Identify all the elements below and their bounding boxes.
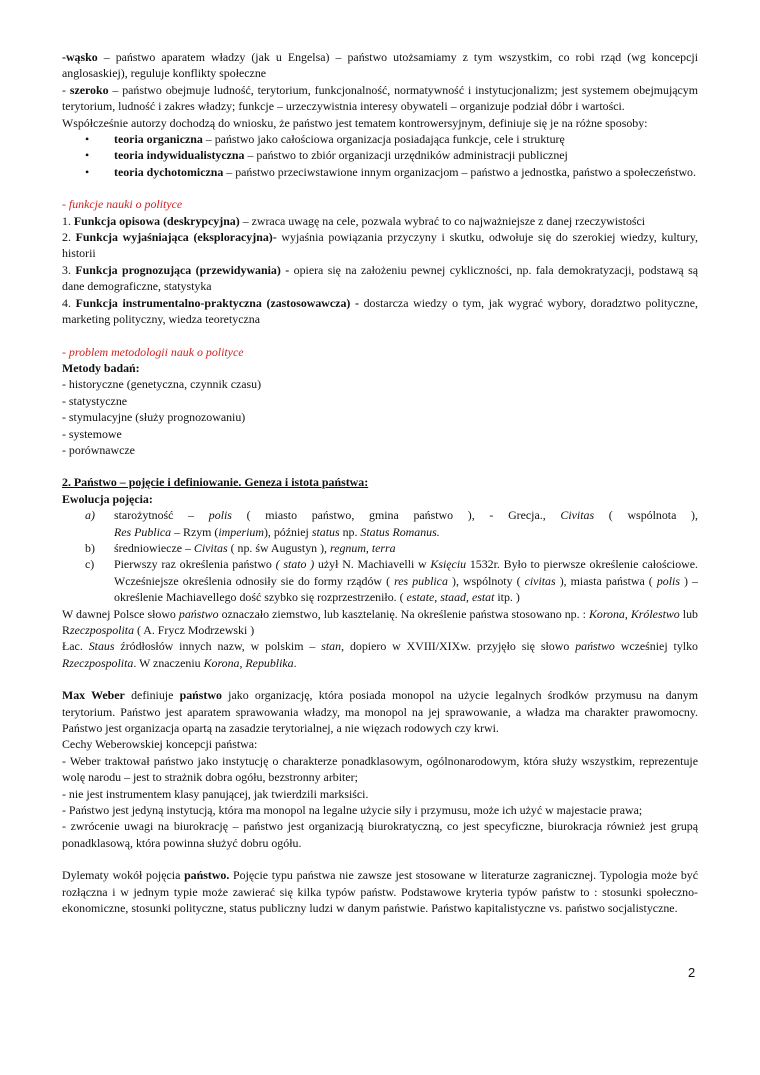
- list-item: • teoria organiczna – państwo jako całościowa organizacja posiadająca funkcje, cele i strukturę: [85, 132, 565, 147]
- section-heading-functions: - funkcje nauki o polityce: [62, 197, 183, 212]
- methods-heading: Metody badań:: [62, 360, 140, 375]
- function-item: 3. Funkcja prognozująca (przewidywania) - opiera się na założeniu pewnej cykliczności, np. fala demokratyzacji, podstawą są dane demograficzne, statystyka: [62, 262, 699, 294]
- weber-definition: Max Weber definiuje państwo jako organizację, która posiada monopol na użycie legalnych środków przymusu na danym terytorium. Państwo jest aparatem sprawowania władzy, ma monopol na jej sprawowanie, a władza ma charakter prawomocny. Państwo jest organizacja opartą na zasadzie terytorialnej, a nie więzach rodowych czy krwi.: [62, 688, 698, 736]
- definition-narrow: -wąsko – państwo aparatem władzy (jak u Engelsa) – państwo utożsamiamy z tym wszystkim, co robi rząd (wg koncepcji anglosaskiej), reguluje konflikty społeczne: [62, 50, 698, 81]
- method-item: - systemowe: [62, 426, 122, 441]
- list-marker: c): [85, 557, 95, 572]
- function-item: 1. Funkcja opisowa (deskrypcyjna) – zwraca uwagę na cele, pozwala wybrać to co najważniejsze z danej rzeczywistości: [62, 213, 646, 228]
- section2-title: 2. Państwo – pojęcie i definiowanie. Geneza i istota państwa:: [62, 475, 369, 490]
- old-poland-paragraph: W dawnej Polsce słowo państwo oznaczało ziemstwo, lub kasztelanię. Na określenie państwa stosowano np. : Korona, Królestwo lub Rzeczpospolita ( A. Frycz Modrzewski ): [62, 606, 698, 637]
- evolution-list: [62, 507, 698, 605]
- list-item: b) średniowiecze – Civitas ( np. św Augustyn ), regnum, terra: [85, 540, 396, 555]
- bullet-icon: •: [85, 148, 90, 163]
- weber-feature: - nie jest instrumentem klasy panującej, jak twierdzili marksiści.: [62, 786, 369, 801]
- list-item: a) starożytność – polis ( miasto państwo, gmina państwo ), - Grecja., Civitas ( wspólnota ), Res Publica – Rzym (imperium), później status np. Status Romanus.: [85, 508, 698, 539]
- dilemmas-paragraph: Dylematy wokół pojęcia państwo. Pojęcie typu państwa nie zawsze jest stosowane w literaturze zagranicznej. Typologia może być rozłączna i w jednym typie może zawierać się kilka typów państw. Podstawowe kryteria typów państw to : stosunki społeczno-ekonomiczne, stosunki polityczne, status publiczny ludzi w danym państwie. Państwo kapitalistyczne vs. państwo socjalistyczne.: [62, 868, 698, 916]
- evolution-heading: Ewolucja pojęcia:: [62, 491, 153, 506]
- bullet-icon: •: [85, 132, 90, 147]
- theories-list: [62, 131, 698, 180]
- function-item: 4. Funkcja instrumentalno-praktyczna (zastosowawcza) - dostarcza wiedzy o tym, jak wygrać wybory, doradztwo polityczne, marketing polityczny, wiedza teoretyczna: [62, 295, 698, 327]
- document-page: [62, 49, 698, 917]
- bullet-icon: •: [85, 164, 90, 179]
- list-marker: a): [85, 508, 95, 523]
- list-item: c) Pierwszy raz określenia państwo ( stato ) użył N. Machiavelli w Księciu 1532r. Było to pierwsze określenie całościowe. Wcześniejsze określenia odnosiły sie do formy rządów ( res publica ), wspólnoty ( civitas ), miasta państwa ( polis ) – określenie Machiavellego dość szybko się rozprzestrzeniło. ( estate, staad, estat itp. ): [85, 557, 698, 605]
- section-heading-methodology: - problem metodologii nauk o polityce: [62, 344, 244, 359]
- method-item: - historyczne (genetyczna, czynnik czasu): [62, 377, 262, 392]
- page-number: 2: [688, 965, 696, 980]
- method-item: - stymulacyjne (służy prognozowaniu): [62, 410, 246, 425]
- list-item: • teoria dychotomiczna – państwo przeciwstawione innym organizacjom – państwo a jednostka, państwo a społeczeństwo.: [85, 164, 696, 179]
- weber-feature: - zwrócenie uwagi na biurokrację – państwo jest organizacją biurokratyczną, co jest specyficzne, biurokracja również jest grupą ponadklasową, która powinna służyć dobru ogółu.: [62, 819, 698, 850]
- list-item: • teoria indywidualistyczna – państwo to zbiór organizacji urzędników administracji publicznej: [85, 148, 568, 163]
- weber-feature: - Weber traktował państwo jako instytucję o charakterze ponadklasowym, ogólnonarodowym, która służy wszystkim, reprezentuje wolę narodu – jest to strażnik dobra ogółu, bezstronny arbiter;: [62, 753, 698, 785]
- function-item: 2. Funkcja wyjaśniająca (eksploracyjna)- wyjaśnia powiązania przyczyny i skutku, odwołuje się do szerokiej wiedzy, kultury, historii: [62, 230, 698, 261]
- weber-feature: - Państwo jest jedyną instytucją, która ma monopol na legalne użycie siły i przymusu, może ich użyć w majestacie prawa;: [62, 803, 643, 818]
- method-item: - statystyczne: [62, 393, 128, 408]
- weber-features-heading: Cechy Weberowskiej koncepcji państwa:: [62, 737, 258, 752]
- latin-status-paragraph: Łac. Staus źródłosłów innych nazw, w polskim – stan, dopiero w XVIII/XIXw. przyjęło się słowo państwo wcześniej tylko Rzeczpospolita. W znaczeniu Korona, Republika.: [62, 639, 698, 670]
- list-marker: b): [85, 540, 95, 555]
- intro-modern: Współcześnie autorzy dochodzą do wniosku, że państwo jest tematem kontrowersyjnym, definiuje się je na różne sposoby:: [62, 115, 648, 130]
- definition-broad: - szeroko – państwo obejmuje ludność, terytorium, funkcjonalność, normatywność i instytucjonalizm; jest systemem obejmującym terytorium, ludność i zakres władzy; funkcje – urzeczywistnia interesy obywateli – organizuje podział dóbr i wartości.: [62, 82, 698, 114]
- method-item: - porównawcze: [62, 442, 135, 457]
